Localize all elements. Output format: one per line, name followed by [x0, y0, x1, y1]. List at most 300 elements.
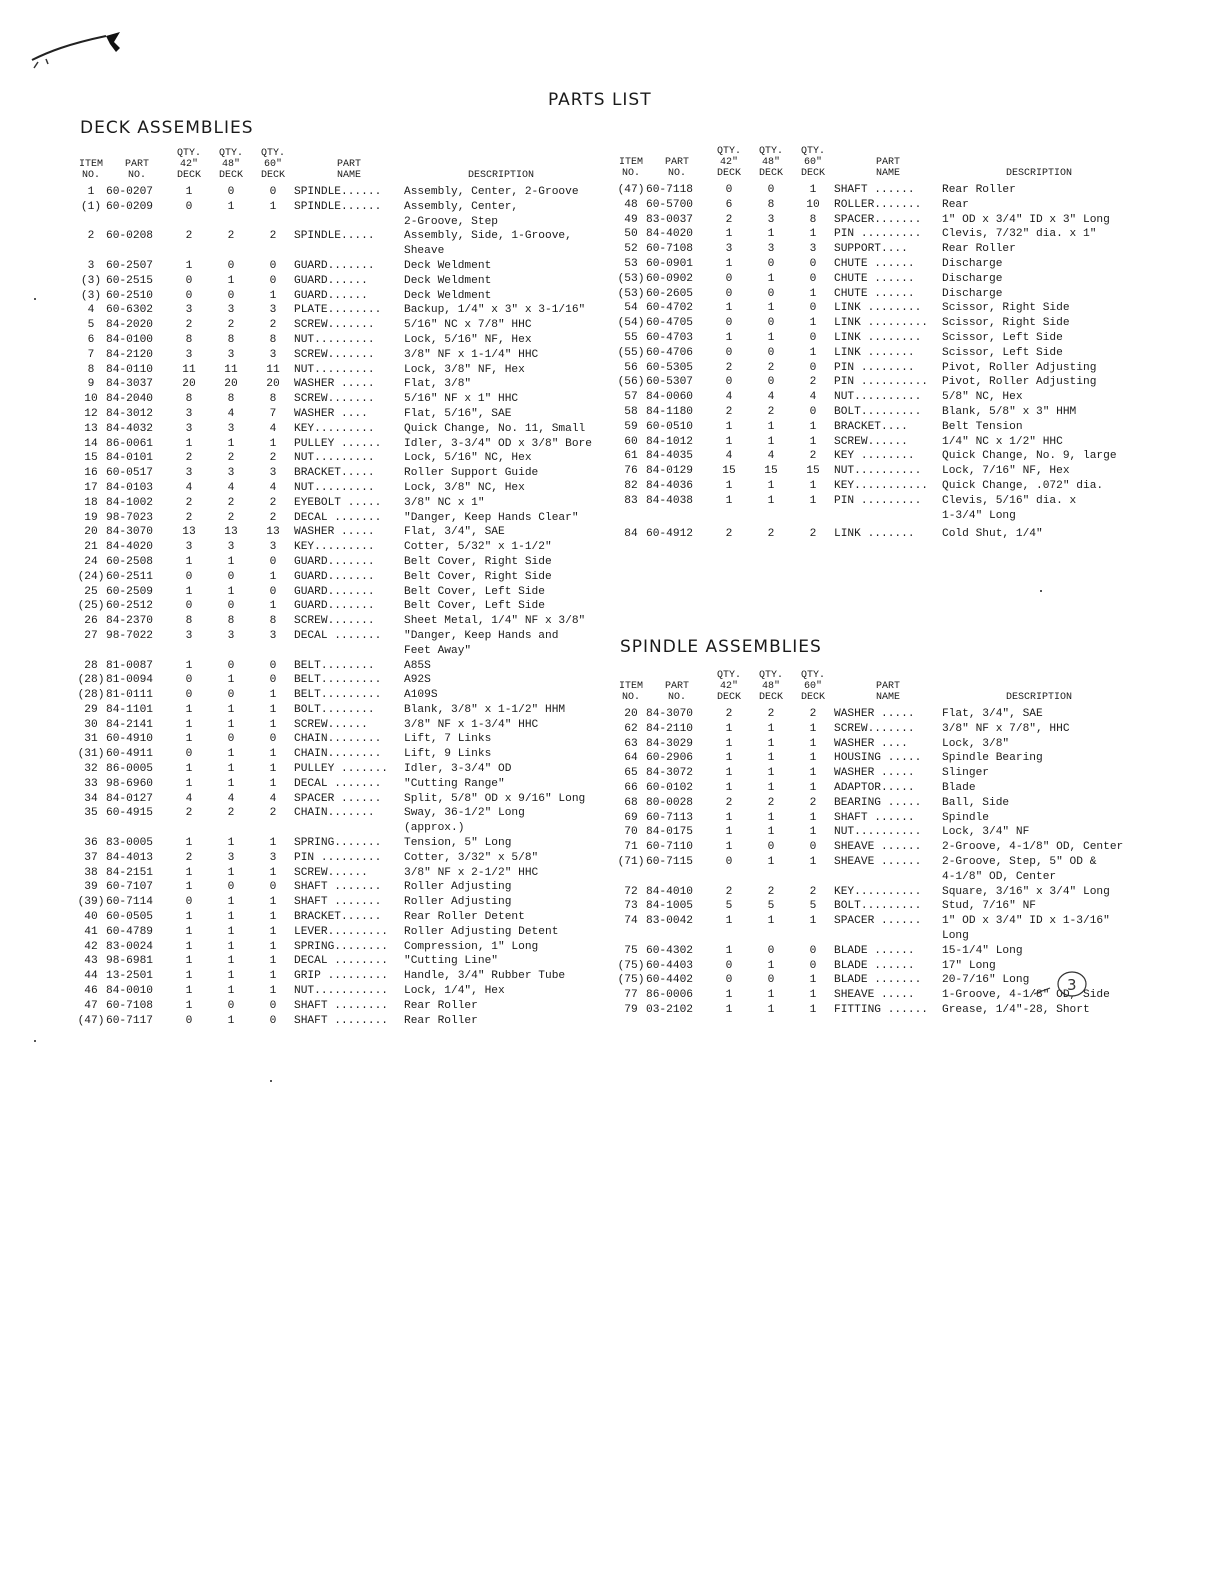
part-number: 60-4911	[106, 748, 153, 761]
description-line: "Cutting Range"	[404, 777, 505, 790]
qty-48-deck: 1	[767, 228, 775, 241]
part-number: 84-4013	[106, 851, 153, 864]
description-line: Slinger	[942, 767, 989, 780]
qty-42-deck: 0	[185, 274, 193, 287]
qty-42-deck: 1	[725, 494, 733, 507]
part-number: 60-4702	[646, 302, 693, 315]
table-row	[76, 229, 594, 259]
table-row	[76, 806, 594, 836]
qty-48-deck: 0	[227, 689, 235, 702]
qty-42-deck: 2	[725, 213, 733, 226]
description-line: Idler, 3-3/4" OD x 3/8" Bore	[404, 437, 592, 450]
description-line: Square, 3/16" x 3/4" Long	[942, 885, 1110, 898]
qty-48-deck: 1	[767, 781, 775, 794]
table-row	[616, 840, 1132, 855]
qty-60-deck: 1	[809, 811, 817, 824]
qty-60-deck: 0	[809, 944, 817, 957]
part-name: BLADE ......	[834, 959, 915, 972]
item-number: 65	[624, 767, 638, 780]
qty-42-deck: 1	[185, 703, 193, 716]
qty-60-deck: 5	[809, 900, 817, 913]
qty-48-deck: 1	[767, 479, 775, 492]
description	[942, 361, 1132, 376]
qty-42-deck: 1	[725, 767, 733, 780]
part-name: SPINDLE......	[294, 200, 382, 213]
description-line: (approx.)	[404, 822, 465, 835]
part-number: 84-0101	[106, 452, 153, 465]
description-line: 17" Long	[942, 959, 996, 972]
part-name: SPINDLE.....	[294, 230, 375, 243]
qty-42-deck: 3	[185, 541, 193, 554]
qty-42-deck: 1	[725, 331, 733, 344]
item-number: (28)	[77, 689, 105, 702]
description-line: Spindle	[942, 811, 989, 824]
table-row	[76, 525, 594, 540]
qty-48-deck: 4	[227, 407, 235, 420]
description-line: Blank, 3/8" x 1-1/2" HHM	[404, 703, 566, 716]
item-number: (39)	[77, 896, 105, 909]
qty-60-deck: 1	[809, 317, 817, 330]
item-number: 42	[84, 940, 98, 953]
qty-42-deck: 8	[185, 333, 193, 346]
item-number: 37	[84, 851, 98, 864]
part-name: HOUSING .....	[834, 752, 922, 765]
part-number: 60-2605	[646, 287, 693, 300]
deck-assemblies-title: DECK ASSEMBLIES	[80, 118, 254, 138]
qty-60-deck: 1	[809, 989, 817, 1002]
table-header-row	[76, 148, 594, 185]
part-number: 60-7107	[106, 881, 153, 894]
description-line: Belt Tension	[942, 420, 1023, 433]
qty-48-deck: 1	[767, 826, 775, 839]
part-name-header: PART NAME	[875, 157, 900, 179]
qty-60-deck: 8	[269, 333, 277, 346]
qty-42-deck: 4	[185, 481, 193, 494]
description-line: 5/16" NF x 1" HHC	[404, 393, 519, 406]
part-name: NUT...........	[294, 985, 388, 998]
item-number: 16	[84, 467, 98, 480]
part-name: PIN .........	[294, 851, 382, 864]
description-line: 5/16" NC x 7/8" HHC	[404, 319, 532, 332]
pen-scribble-icon	[28, 22, 138, 72]
qty-48-deck: 0	[767, 257, 775, 270]
qty-60-deck: 8	[809, 213, 817, 226]
qty-60-deck: 3	[269, 304, 277, 317]
item-number: 12	[84, 407, 98, 420]
qty-60-deck: 2	[809, 708, 817, 720]
description	[404, 762, 594, 777]
description-line: 1-Groove, 4-1/8" OD, Side	[942, 989, 1110, 1002]
qty-60-deck: 1	[269, 200, 277, 213]
description	[404, 466, 594, 481]
description-line: Sway, 36-1/2" Long	[404, 807, 525, 820]
part-name: WASHER .....	[294, 526, 375, 539]
qty-42-deck: 1	[185, 955, 193, 968]
part-number: 80-0028	[646, 796, 693, 809]
part-number: 81-0111	[106, 689, 153, 702]
qty-60-deck: 0	[269, 733, 277, 746]
qty-60-deck: 0	[809, 841, 817, 854]
part-name: SCREW.......	[834, 722, 915, 735]
item-number: 60	[624, 435, 638, 448]
item-number: 82	[624, 479, 638, 492]
part-name: CHAIN........	[294, 733, 382, 746]
part-name: WASHER ....	[834, 737, 908, 750]
part-name: WASHER .....	[294, 378, 375, 391]
description-line: Grease, 1/4"-28, Short	[942, 1003, 1090, 1016]
description	[942, 796, 1132, 811]
description	[404, 407, 594, 422]
description	[404, 806, 594, 836]
item-no-header: ITEM NO.	[78, 159, 103, 181]
qty-42-deck: 1	[185, 777, 193, 790]
part-number: 84-4038	[646, 494, 693, 507]
qty-60-deck: 1	[269, 570, 277, 583]
description	[404, 866, 594, 881]
description-line: Cotter, 5/32" x 1-1/2"	[404, 541, 552, 554]
part-name: NUT..........	[834, 826, 922, 839]
table-row	[76, 318, 594, 333]
item-number: 74	[624, 915, 638, 928]
item-number: (53)	[617, 287, 645, 300]
description	[942, 855, 1132, 885]
description	[942, 781, 1132, 796]
qty-42-deck: 1	[185, 555, 193, 568]
description	[404, 570, 594, 585]
table-row	[616, 722, 1132, 737]
qty-48-deck: 1	[767, 959, 775, 972]
table-row	[76, 289, 594, 304]
part-name-header: PART NAME	[875, 681, 900, 703]
part-number: 60-2512	[106, 600, 153, 613]
item-number: 41	[84, 925, 98, 938]
description-line: A109S	[404, 689, 438, 702]
part-name: LINK ........	[834, 331, 922, 344]
table-row	[76, 688, 594, 703]
item-number: 49	[624, 213, 638, 226]
qty-48-deck: 1	[227, 940, 235, 953]
qty-42-deck: 1	[725, 737, 733, 750]
description-line: Pivot, Roller Adjusting	[942, 361, 1097, 374]
qty-48-deck: 0	[227, 289, 235, 302]
item-number: 57	[624, 391, 638, 404]
description-line: Backup, 1/4" x 3" x 3-1/16"	[404, 304, 586, 317]
item-number: (25)	[77, 600, 105, 613]
part-name: PULLEY ......	[294, 437, 382, 450]
part-name: DECAL .......	[294, 629, 382, 642]
qty-60-deck: 1	[809, 494, 817, 507]
description-line: 15-1/4" Long	[942, 944, 1023, 957]
table-row	[616, 464, 1132, 479]
qty-42-deck: 3	[185, 422, 193, 435]
part-name: PLATE........	[294, 304, 382, 317]
description	[404, 363, 594, 378]
qty-60-deck: 1	[809, 346, 817, 359]
qty-60-deck: 8	[269, 615, 277, 628]
qty-48-deck: 3	[227, 304, 235, 317]
table-row	[616, 449, 1132, 464]
description-line: Belt Cover, Left Side	[404, 585, 545, 598]
part-number: 98-6981	[106, 955, 153, 968]
qty-60-deck: 3	[269, 629, 277, 642]
description-line: 3/8" NF x 1-1/4" HHC	[404, 348, 539, 361]
qty-42-deck: 5	[725, 900, 733, 913]
description-line: 2-Groove, 4-1/8" OD, Center	[942, 841, 1124, 854]
qty-42-deck: 1	[725, 1003, 733, 1016]
description-line: Quick Change, No. 9, large	[942, 450, 1117, 463]
part-number: 84-3070	[646, 708, 693, 720]
table-row	[616, 737, 1132, 752]
qty-48-deck: 2	[767, 708, 775, 720]
part-name: NUT..........	[834, 465, 922, 478]
qty-48-deck: 1	[227, 748, 235, 761]
page-title: PARTS LIST	[548, 90, 652, 110]
part-name: WASHER .....	[834, 708, 915, 720]
description	[404, 777, 594, 792]
description-line: Spindle Bearing	[942, 752, 1043, 765]
description	[942, 766, 1132, 781]
qty-60-deck: 1	[809, 781, 817, 794]
qty-42-deck: 0	[725, 184, 733, 196]
part-number: 60-0517	[106, 467, 153, 480]
qty-60-deck: 1	[269, 289, 277, 302]
qty-60-deck: 1	[269, 600, 277, 613]
description	[942, 390, 1132, 405]
part-number: 60-0510	[646, 420, 693, 433]
part-number: 81-0087	[106, 659, 153, 672]
part-name: KEY..........	[834, 885, 922, 898]
description-line: Pivot, Roller Adjusting	[942, 376, 1097, 389]
description	[942, 1003, 1132, 1018]
item-number: 50	[624, 228, 638, 241]
item-number: (31)	[77, 748, 105, 761]
item-number: 73	[624, 900, 638, 913]
part-name: BOLT.........	[834, 900, 922, 913]
description	[404, 718, 594, 733]
qty-48-deck: 3	[227, 541, 235, 554]
part-number: 83-0037	[646, 213, 693, 226]
part-name: SHEAVE ......	[834, 841, 922, 854]
description-line: Cotter, 3/32" x 5/8"	[404, 851, 539, 864]
description-header: DESCRIPTION	[1005, 168, 1072, 179]
description	[404, 200, 594, 230]
description	[404, 999, 594, 1014]
qty-42-deck: 1	[185, 763, 193, 776]
table-row	[76, 259, 594, 274]
description	[942, 840, 1132, 855]
description-line: Flat, 3/8"	[404, 378, 472, 391]
item-number: 15	[84, 452, 98, 465]
qty-48-deck: 0	[767, 346, 775, 359]
part-name: PIN ........	[834, 361, 915, 374]
description	[942, 885, 1132, 900]
table-row	[616, 811, 1132, 826]
description	[942, 449, 1132, 464]
qty-48-deck: 3	[227, 348, 235, 361]
part-number: 60-7113	[646, 811, 693, 824]
description	[942, 751, 1132, 766]
item-number: 26	[84, 615, 98, 628]
qty-60-deck: 1	[809, 722, 817, 735]
qty-42-deck: 2	[725, 708, 733, 720]
description	[942, 301, 1132, 316]
description-line: 20-7/16" Long	[942, 974, 1030, 987]
qty-42-deck: 1	[185, 866, 193, 879]
qty-60-deck: 2	[269, 230, 277, 243]
description	[404, 481, 594, 496]
qty-42-deck: 3	[185, 304, 193, 317]
qty-60-deck: 2	[809, 450, 817, 463]
description-line: 4-1/8" OD, Center	[942, 870, 1057, 883]
table-row	[76, 762, 594, 777]
qty-60-deck: 1	[269, 777, 277, 790]
qty-48-deck: 20	[224, 378, 238, 391]
table-row	[76, 866, 594, 881]
item-number: 84	[624, 528, 638, 541]
part-number: 60-0207	[106, 186, 153, 198]
table-row	[76, 880, 594, 895]
part-name: SHAFT ......	[834, 184, 915, 196]
qty-48-deck: 2	[227, 230, 235, 243]
qty-42-deck: 20	[182, 378, 196, 391]
part-number: 60-7114	[106, 896, 153, 909]
qty-48-deck: 8	[227, 615, 235, 628]
table-row	[76, 407, 594, 422]
qty-60-deck: 1	[269, 748, 277, 761]
description	[404, 659, 594, 674]
qty-60-deck: 4	[809, 391, 817, 404]
description	[404, 688, 594, 703]
qty-48-deck: 0	[227, 600, 235, 613]
part-name: FITTING ......	[834, 1003, 928, 1016]
description	[404, 940, 594, 955]
qty-42-deck: 1	[725, 420, 733, 433]
description	[942, 227, 1132, 242]
qty-60-deck: 1	[809, 974, 817, 987]
part-no-header: PART NO.	[664, 157, 689, 179]
part-number: 84-0100	[106, 333, 153, 346]
description-line: Deck Weldment	[404, 274, 492, 287]
qty-42-deck: 1	[185, 659, 193, 672]
description	[942, 375, 1132, 390]
part-name: GUARD.......	[294, 570, 375, 583]
qty-60-deck: 3	[269, 541, 277, 554]
part-number: 84-4035	[646, 450, 693, 463]
qty-48-deck: 1	[227, 437, 235, 450]
table-row	[616, 242, 1132, 257]
description-line: Roller Adjusting Detent	[404, 925, 559, 938]
table-row	[616, 375, 1132, 390]
description	[404, 333, 594, 348]
qty-60-deck: 0	[269, 585, 277, 598]
qty-48-deck: 3	[767, 213, 775, 226]
table-row	[616, 899, 1132, 914]
qty-48-deck: 1	[767, 272, 775, 285]
qty-48-deck: 1	[227, 1014, 235, 1027]
item-number: (28)	[77, 674, 105, 687]
part-name: SHAFT ........	[294, 999, 388, 1012]
description-line: Assembly, Side, 1-Groove,	[404, 230, 572, 243]
qty-48-deck: 0	[767, 974, 775, 987]
table-row	[76, 348, 594, 363]
qty-48-deck: 3	[227, 629, 235, 642]
description	[404, 925, 594, 940]
description-line: Cold Shut, 1/4"	[942, 528, 1043, 541]
part-name: BLADE .......	[834, 974, 922, 987]
part-name: SPRING.......	[294, 837, 382, 850]
qty-60-deck: 1	[269, 689, 277, 702]
table-row	[616, 751, 1132, 766]
table-row	[76, 540, 594, 555]
qty-48-deck: 1	[767, 494, 775, 507]
item-number: (53)	[617, 272, 645, 285]
description	[404, 377, 594, 392]
description-line: Flat, 3/4", SAE	[404, 526, 505, 539]
part-name: SHAFT .......	[294, 881, 382, 894]
description	[942, 914, 1132, 944]
part-name: DECAL .......	[294, 511, 382, 524]
table-row	[76, 392, 594, 407]
part-number: 60-5305	[646, 361, 693, 374]
part-number: 60-4403	[646, 959, 693, 972]
table-row	[76, 792, 594, 807]
qty-42-deck: 1	[185, 940, 193, 953]
item-number: 71	[624, 841, 638, 854]
description-line: Quick Change, .072" dia.	[942, 479, 1104, 492]
description	[404, 496, 594, 511]
part-number: 84-0175	[646, 826, 693, 839]
qty-48-deck: 1	[227, 896, 235, 909]
description	[404, 836, 594, 851]
table-row	[76, 555, 594, 570]
description	[404, 614, 594, 629]
qty-60-deck: 1	[269, 763, 277, 776]
part-number: 84-1002	[106, 496, 153, 509]
table-row	[616, 390, 1132, 405]
description	[404, 422, 594, 437]
qty-60-header: QTY. 60" DECK	[800, 146, 825, 179]
qty-60-deck: 3	[809, 243, 817, 256]
description	[942, 257, 1132, 272]
item-number: 31	[84, 733, 98, 746]
qty-48-deck: 4	[227, 792, 235, 805]
description-line: Deck Weldment	[404, 259, 492, 272]
description-line: Rear	[942, 198, 969, 211]
qty-48-deck: 0	[767, 841, 775, 854]
part-number: 60-4703	[646, 331, 693, 344]
description-line: Handle, 3/4" Rubber Tube	[404, 970, 566, 983]
description-line: 1" OD x 3/4" ID x 3" Long	[942, 213, 1110, 226]
part-name: CHAIN.......	[294, 807, 375, 820]
part-name: ADAPTOR.....	[834, 781, 915, 794]
part-name: NUT.........	[294, 452, 375, 465]
description	[404, 585, 594, 600]
qty-60-deck: 1	[809, 420, 817, 433]
part-number: 60-2507	[106, 259, 153, 272]
qty-48-deck: 4	[767, 391, 775, 404]
part-number: 84-0060	[646, 391, 693, 404]
part-number: 60-7118	[646, 184, 693, 196]
description-line: "Danger, Keep Hands and	[404, 629, 559, 642]
qty-42-deck: 1	[725, 435, 733, 448]
description-line: Scissor, Right Side	[942, 302, 1070, 315]
item-number: (1)	[80, 200, 102, 213]
table-row	[76, 274, 594, 289]
qty-60-deck: 0	[269, 555, 277, 568]
qty-60-deck: 1	[269, 940, 277, 953]
part-number: 60-2511	[106, 570, 153, 583]
table-row	[76, 303, 594, 318]
